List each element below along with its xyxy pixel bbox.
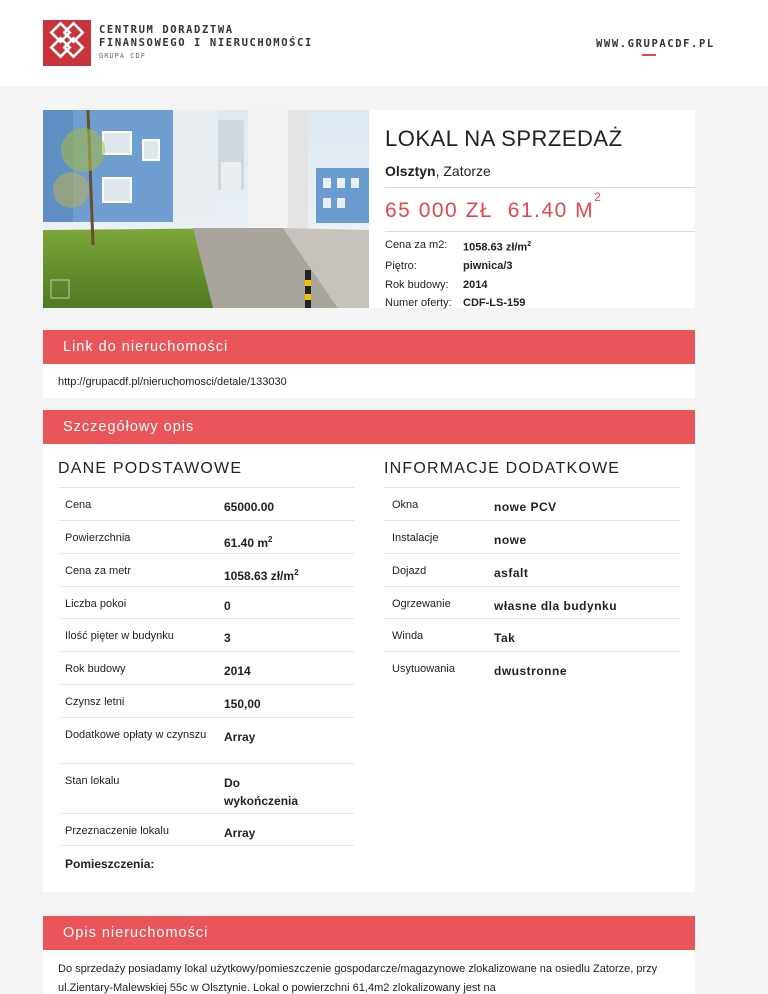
description-text: Do sprzedaży posiadamy lokal użytkowy/pomieszczenie gospodarcze/magazynowe zlokalizowane na osiedlu Zatorze, przy ul.Zientary-Malewskiej 55c w Olsztynie. Lokal o powierzchni 61,4m2 zlokalizowany jest na	[43, 950, 695, 994]
price-value: 65 000 ZŁ	[385, 199, 494, 222]
site-url-link[interactable]: WWW.GRUPACDF.PL	[596, 38, 715, 50]
offer-district: Zatorze	[443, 163, 491, 179]
summary-row	[385, 257, 531, 276]
row-value: 150,00	[224, 697, 261, 711]
brand-line-2: FINANSOWEGO I NIERUCHOMOŚCI	[99, 37, 313, 49]
details-section-heading: Szczegółowy opis	[43, 410, 695, 444]
brand-name	[99, 24, 313, 63]
row-value: własne dla budynku	[494, 599, 618, 613]
table-row	[384, 520, 680, 553]
summary-label: Cena za m2:	[385, 239, 448, 251]
summary-value: 2014	[463, 278, 488, 291]
area-unit-sup: 2	[594, 190, 603, 204]
table-row	[58, 618, 354, 651]
table-row	[58, 586, 354, 618]
summary-row	[385, 236, 531, 257]
row-label: Instalacje	[392, 532, 439, 544]
table-row	[58, 651, 354, 684]
link-section-heading: Link do nieruchomości	[43, 330, 695, 364]
row-label: Ogrzewanie	[392, 598, 451, 610]
basic-data-table	[58, 487, 354, 846]
row-value: 61.40 $m^2$	[224, 535, 273, 550]
row-value: Tak	[494, 631, 516, 645]
divider	[385, 231, 695, 232]
row-label: Winda	[392, 630, 424, 642]
offer-price	[385, 190, 603, 223]
offer-city: Olsztyn	[385, 163, 436, 179]
row-label: Dodatkowe opłaty w czynszu	[65, 729, 207, 741]
details-body	[43, 444, 695, 892]
row-label: Ilość pięter w budynku	[65, 630, 174, 642]
row-value: Array	[224, 730, 256, 744]
table-row	[384, 553, 680, 586]
row-label: Przeznaczenie lokalu	[65, 825, 169, 837]
area-value: 61.40 M	[507, 199, 595, 222]
summary-value: CDF-LS-159	[463, 297, 526, 310]
table-row	[58, 487, 354, 520]
page-header	[0, 0, 768, 86]
additional-info-title: INFORMACJE DODATKOWE	[384, 460, 621, 477]
summary-value: piwnica/3	[463, 260, 513, 273]
table-row	[58, 684, 354, 717]
summary-label: Rok budowy:	[385, 278, 449, 291]
row-label: Liczba pokoi	[65, 598, 127, 610]
summary-row	[385, 276, 531, 295]
row-label: Usytuowania	[392, 663, 455, 675]
row-value: 3	[224, 631, 231, 645]
row-label: Dojazd	[392, 565, 427, 577]
summary-table	[385, 236, 531, 313]
divider	[385, 187, 695, 188]
table-row	[58, 763, 354, 813]
row-value: 65000.00	[224, 500, 275, 514]
row-label: Powierzchnia	[65, 532, 131, 544]
row-label: Rok budowy	[65, 663, 126, 675]
description-section-heading: Opis nieruchomości	[43, 916, 695, 950]
row-value: dwustronne	[494, 664, 567, 678]
offer-location: Olsztyn, Zatorze	[385, 163, 491, 179]
brand-line-3: GRUPA CDF	[99, 52, 146, 60]
row-label: Cena za metr	[65, 565, 132, 577]
table-row	[384, 487, 680, 520]
table-row	[384, 586, 680, 618]
table-row	[58, 520, 354, 553]
offer-summary	[369, 110, 695, 308]
row-value: Do wykończenia	[224, 776, 299, 808]
summary-label: Piętro:	[385, 260, 417, 273]
table-row	[58, 813, 354, 846]
site-url-underline	[642, 54, 656, 56]
table-row	[384, 651, 680, 684]
row-value: asfalt	[494, 566, 529, 580]
row-value: nowe PCV	[494, 500, 557, 514]
row-value: 1058.63 $zł/m^2$	[224, 568, 299, 583]
table-row	[384, 618, 680, 651]
row-label: Stan lokalu	[65, 775, 120, 787]
brand-logo-icon[interactable]	[43, 20, 91, 66]
basic-data-title: DANE PODSTAWOWE	[58, 460, 243, 477]
row-label: Cena	[65, 499, 92, 511]
table-row	[58, 553, 354, 586]
row-value: Array	[224, 826, 256, 840]
brand-line-1: CENTRUM DORADZTWA	[99, 24, 234, 36]
row-value: 2014	[224, 664, 251, 678]
summary-value: 1058.63 $zł/m^2$	[463, 241, 532, 254]
rooms-label: Pomieszczenia:	[65, 857, 155, 871]
summary-row	[385, 294, 531, 313]
table-row	[58, 717, 354, 763]
property-photo	[43, 110, 369, 308]
row-value: 0	[224, 599, 231, 613]
row-label: Okna	[392, 499, 419, 511]
property-link[interactable]: http://grupacdf.pl/nieruchomosci/detale/133030	[43, 364, 695, 398]
row-label: Czynsz letni	[65, 696, 125, 708]
additional-info-table	[384, 487, 680, 684]
row-value: nowe	[494, 533, 527, 547]
summary-label: Numer oferty:	[385, 297, 452, 310]
offer-title: LOKAL NA SPRZEDAŻ	[385, 126, 623, 151]
